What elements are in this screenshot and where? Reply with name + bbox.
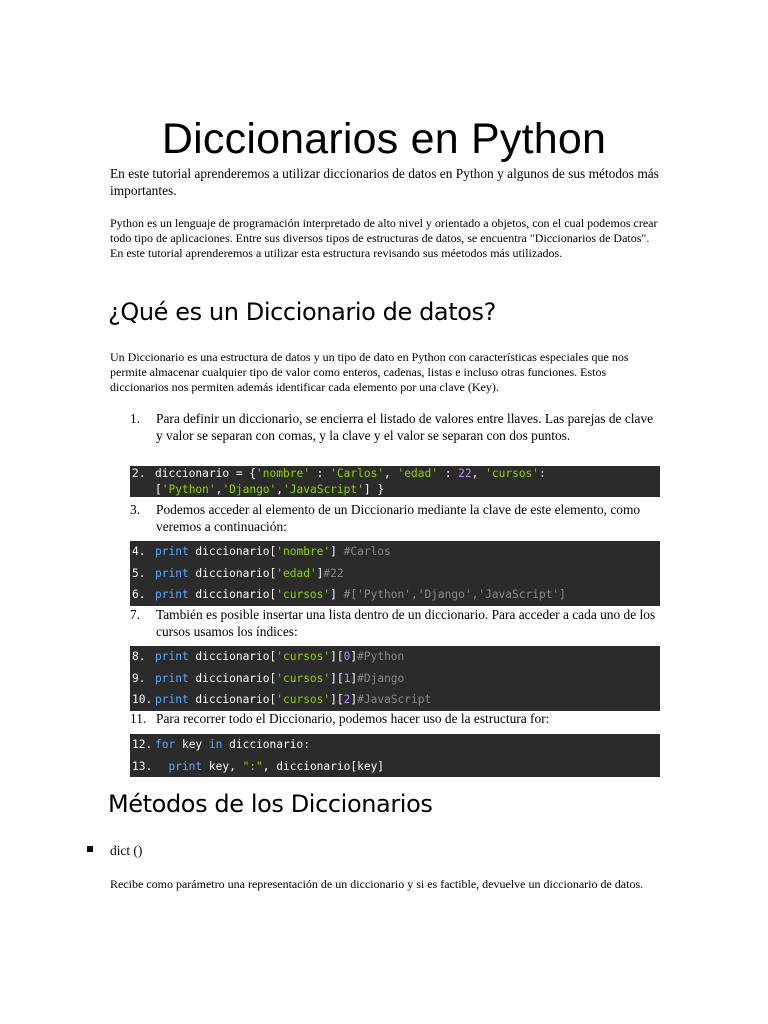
code-text: ] } <box>363 483 385 496</box>
code-comment: #22 <box>323 566 344 580</box>
code-line <box>130 563 660 585</box>
code-string: 'JavaScript' <box>283 483 364 496</box>
code-text: ] <box>350 671 358 685</box>
list-item-text: Para definir un diccionario, se encierra el listado de valores entre llaves. Las parejas de clave y valor se separan con comas, y la clave y el valor se separan con dos puntos. <box>156 411 654 443</box>
list-item <box>130 502 660 535</box>
code-keyword: print <box>155 545 189 558</box>
code-text: [ <box>155 483 162 496</box>
code-text: ][ <box>330 671 344 685</box>
code-keyword: print <box>155 693 189 706</box>
code-comment: #Python <box>357 650 405 663</box>
code-line-number: 2. <box>132 467 146 480</box>
code-line-number: 5. <box>132 566 146 580</box>
code-text: : <box>539 467 546 480</box>
list-item <box>130 411 660 444</box>
code-comment: #Django <box>357 671 405 685</box>
code-text: , <box>384 467 398 480</box>
code-keyword: print <box>155 566 189 580</box>
list-item-text: Para recorrer todo el Diccionario, podemos hacer uso de la estructura for: <box>156 711 550 726</box>
code-text: diccionario[ <box>188 693 277 706</box>
code-content <box>155 584 566 606</box>
intro-paragraph: En este tutorial aprenderemos a utilizar diccionarios de datos en Python y algunos de sus métodos más importantes. <box>110 166 659 198</box>
code-string: 'nombre' <box>256 467 310 480</box>
code-line <box>130 482 660 497</box>
list-item <box>130 711 660 728</box>
code-content <box>155 734 310 756</box>
code-line-number: 9. <box>132 671 146 685</box>
list-item-number: 1. <box>130 411 141 426</box>
code-keyword: print <box>155 671 189 685</box>
dict-description-paragraph: Recibe como parámetro una representación de un diccionario y si es factible, devuelve un diccionario de datos. <box>110 877 644 891</box>
code-text: : <box>309 467 331 480</box>
dictionary-description-paragraph: Un Diccionario es una estructura de datos y un tipo de dato en Python con características especiales que nos permite almacenar cualquier tipo de valor como enteros, cadenas, listas e incluso otras funciones. Estos diccionarios nos permiten además identificar cada elemento por una clave (Key). <box>110 350 629 394</box>
code-line <box>130 466 660 482</box>
code-comment: #Carlos <box>343 545 391 558</box>
list-item-number: 3. <box>130 502 141 517</box>
code-block <box>130 466 660 497</box>
code-number: 22 <box>458 467 472 480</box>
code-line <box>130 689 660 711</box>
code-line <box>130 756 660 778</box>
code-string: 'cursos' <box>276 588 331 601</box>
code-line <box>130 541 660 563</box>
list-item-text: También es posible insertar una lista dentro de un diccionario. Para acceder a cada uno de los cursos usamos los índices: <box>156 607 656 639</box>
code-text: , diccionario[key] <box>262 759 385 773</box>
code-number: 0 <box>343 650 351 663</box>
code-block <box>130 541 660 606</box>
code-text: ] <box>316 566 324 580</box>
code-line <box>130 734 660 756</box>
code-text: ][ <box>330 650 344 663</box>
code-text: diccionario = { <box>155 467 257 480</box>
code-line-number: 10. <box>132 693 153 706</box>
code-content <box>155 756 384 778</box>
code-text: ] <box>330 588 344 601</box>
code-text: : <box>437 467 459 480</box>
code-keyword: for <box>155 738 176 751</box>
code-string: 'cursos' <box>485 467 540 480</box>
code-text: diccionario[ <box>188 650 277 663</box>
code-line-number: 8. <box>132 650 146 663</box>
code-string: 'cursos' <box>276 693 331 706</box>
code-line <box>130 584 660 606</box>
code-content <box>155 689 431 711</box>
code-string: 'edad' <box>397 467 438 480</box>
code-text: diccionario: <box>222 738 310 751</box>
code-line-number: 13. <box>132 759 153 773</box>
code-content <box>155 466 546 482</box>
code-keyword: print <box>155 650 189 663</box>
code-comment: #JavaScript <box>357 693 432 706</box>
code-content <box>155 563 344 585</box>
code-string: 'cursos' <box>276 650 331 663</box>
list-item-number: 11. <box>130 711 147 726</box>
code-string: 'cursos' <box>276 671 331 685</box>
code-line-number: 12. <box>132 738 153 751</box>
code-string: ":" <box>242 759 263 773</box>
list-item-number: 7. <box>130 607 141 622</box>
code-text: key <box>175 738 209 751</box>
bullet-item-dict: dict () <box>110 843 143 858</box>
code-line-number: 6. <box>132 588 146 601</box>
code-string: 'Django' <box>222 483 277 496</box>
code-block <box>130 646 660 711</box>
code-line-number: 4. <box>132 545 146 558</box>
code-text: , <box>215 483 223 496</box>
square-bullet-icon <box>87 846 93 852</box>
code-content <box>155 646 404 668</box>
code-text: , <box>471 467 486 480</box>
code-keyword: print <box>155 588 189 601</box>
code-text: , <box>276 483 284 496</box>
code-line <box>130 668 660 690</box>
section-heading-dictionary-methods: Métodos de los Diccionarios <box>108 790 433 818</box>
code-text: ] <box>330 545 344 558</box>
code-text: diccionario[ <box>188 566 277 580</box>
code-number: 1 <box>343 671 351 685</box>
code-keyword: in <box>208 738 223 751</box>
code-string: 'Carlos' <box>330 467 385 480</box>
code-text: diccionario[ <box>188 671 277 685</box>
code-text: key, <box>202 759 243 773</box>
code-text: ] <box>350 693 358 706</box>
section-heading-what-is-dictionary: ¿Qué es un Diccionario de datos? <box>108 298 496 326</box>
code-line <box>130 646 660 668</box>
code-text: diccionario[ <box>188 545 277 558</box>
code-text: diccionario[ <box>188 588 277 601</box>
code-number: 2 <box>343 693 351 706</box>
code-content <box>155 482 384 497</box>
code-block <box>130 734 660 777</box>
code-string: 'edad' <box>276 566 317 580</box>
code-content <box>155 541 391 563</box>
code-string: 'nombre' <box>276 545 331 558</box>
list-item <box>130 607 660 640</box>
list-item-text: Podemos acceder al elemento de un Diccionario mediante la clave de este elemento, como veremos a continuación: <box>156 502 641 534</box>
code-text: ][ <box>330 693 344 706</box>
code-string: 'Python' <box>161 483 216 496</box>
code-content <box>155 668 404 690</box>
code-text: ] <box>350 650 358 663</box>
code-comment: #['Python','Django','JavaScript'] <box>343 588 566 601</box>
code-keyword: print <box>155 759 203 773</box>
python-description-paragraph: Python es un lenguaje de programación interpretado de alto nivel y orientado a objetos, con el cual podemos crear todo tipo de aplicaciones. Entre sus diversos tipos de estructuras de datos, se encuentra "Diccionarios de Datos". En este tutorial aprenderemos a utilizar esta estructura revisando sus méetodos más utilizados. <box>110 216 658 260</box>
page-title: Diccionarios en Python <box>161 114 607 163</box>
